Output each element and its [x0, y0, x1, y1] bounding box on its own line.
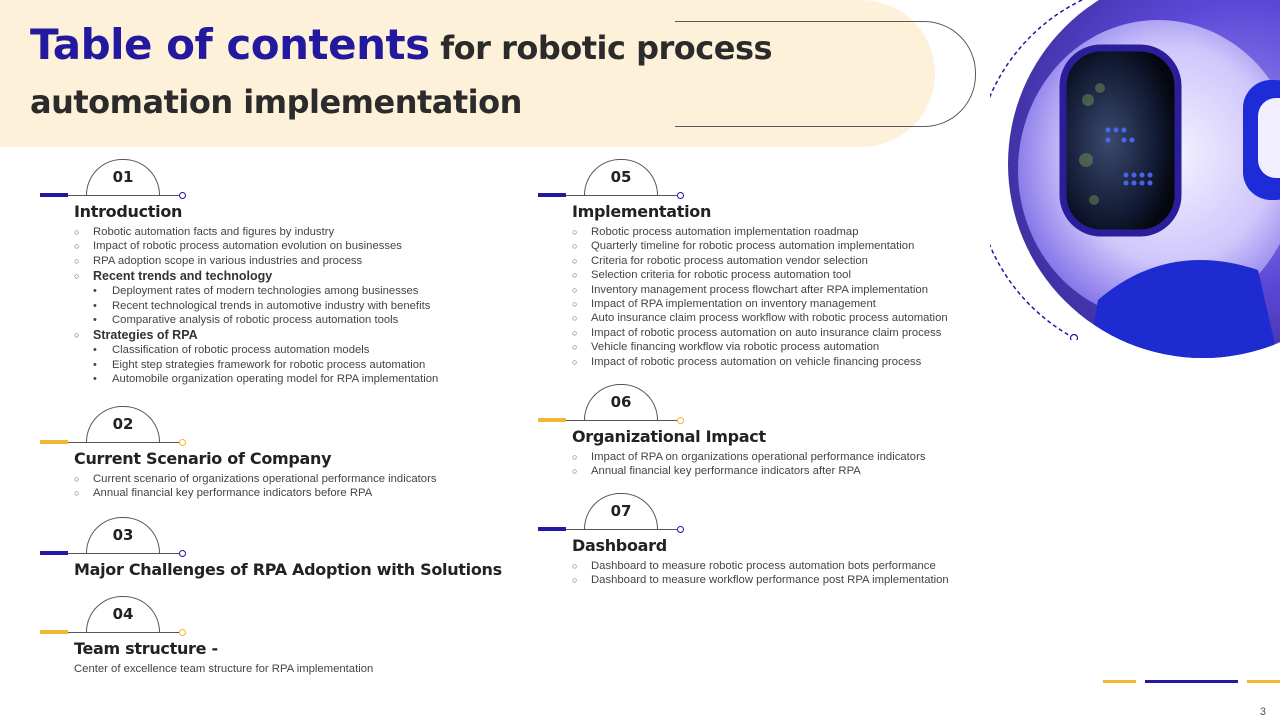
title-rest: for robotic process automation implementation — [30, 29, 773, 121]
section-number: 04 — [112, 605, 134, 623]
section-number: 03 — [112, 526, 134, 544]
item-list — [74, 472, 524, 501]
accent-bar — [538, 527, 566, 531]
divider-line — [566, 420, 678, 421]
line-end-dot — [179, 550, 186, 557]
section-heading: Organizational Impact — [572, 427, 766, 446]
divider-line — [68, 553, 180, 554]
divider-line — [566, 195, 678, 196]
list-item[interactable]: ○ Dashboard to measure robotic process automation bots performance — [572, 559, 1022, 573]
list-item[interactable]: • Recent technological trends in automotive industry with benefits — [74, 299, 524, 313]
section-heading: Dashboard — [572, 536, 667, 555]
section-heading: Major Challenges of RPA Adoption with Solutions — [74, 560, 502, 579]
list-item[interactable]: ○ Dashboard to measure workflow performance post RPA implementation — [572, 573, 1022, 587]
section-heading: Implementation — [572, 202, 712, 221]
divider-line — [68, 442, 180, 443]
footer-accent-gold-left — [1103, 680, 1136, 683]
section-number: 02 — [112, 415, 134, 433]
divider-line — [68, 195, 180, 196]
section-heading: Team structure - — [74, 639, 218, 658]
page-number: 3 — [1259, 706, 1266, 718]
list-item[interactable]: ○ Annual financial key performance indicators before RPA — [74, 486, 524, 500]
section-number: 01 — [112, 168, 134, 186]
section-heading: Introduction — [74, 202, 183, 221]
section-number: 06 — [610, 393, 632, 411]
section-number: 07 — [610, 502, 632, 520]
list-item[interactable]: ○ Robotic automation facts and figures by industry — [74, 225, 524, 239]
footer-accent-navy — [1145, 680, 1238, 683]
list-item[interactable]: ○ Annual financial key performance indicators after RPA — [572, 464, 1022, 478]
line-end-dot — [677, 192, 684, 199]
list-item[interactable]: ○ Quarterly timeline for robotic process automation implementation — [572, 239, 1022, 253]
list-item[interactable]: ○ Impact of robotic process automation on vehicle financing process — [572, 355, 1022, 369]
section-heading: Current Scenario of Company — [74, 449, 332, 468]
title-highlight: Table of contents — [30, 20, 430, 69]
item-list — [74, 225, 524, 387]
item-list — [572, 559, 1022, 588]
list-item[interactable]: • Automobile organization operating model for RPA implementation — [74, 372, 524, 386]
line-end-dot — [179, 439, 186, 446]
list-item[interactable]: • Comparative analysis of robotic process automation tools — [74, 313, 524, 327]
list-item[interactable]: ○ Inventory management process flowchart after RPA implementation — [572, 283, 1022, 297]
accent-bar — [538, 418, 566, 422]
line-end-dot — [677, 417, 684, 424]
divider-line — [566, 529, 678, 530]
line-end-dot — [179, 629, 186, 636]
list-item[interactable]: ○ Current scenario of organizations operational performance indicators — [74, 472, 524, 486]
accent-bar — [40, 630, 68, 634]
list-item[interactable]: ○ Impact of RPA implementation on inventory management — [572, 297, 1022, 311]
accent-bar — [40, 193, 68, 197]
list-item[interactable]: • Eight step strategies framework for robotic process automation — [74, 358, 524, 372]
line-end-dot — [179, 192, 186, 199]
list-subheading[interactable]: ○ Strategies of RPA — [74, 327, 524, 343]
section-number: 05 — [610, 168, 632, 186]
line-end-dot — [677, 526, 684, 533]
accent-bar — [40, 440, 68, 444]
page-title — [30, 18, 890, 129]
list-item[interactable]: ○ Vehicle financing workflow via robotic process automation — [572, 340, 1022, 354]
divider-line — [68, 632, 180, 633]
accent-bar — [40, 551, 68, 555]
list-item[interactable]: ○ Criteria for robotic process automation vendor selection — [572, 254, 1022, 268]
list-item[interactable]: ○ Impact of robotic process automation evolution on businesses — [74, 239, 524, 253]
list-item[interactable]: ○ RPA adoption scope in various industries and process — [74, 254, 524, 268]
list-subheading[interactable]: ○ Recent trends and technology — [74, 268, 524, 284]
list-item[interactable]: ○ Robotic process automation implementation roadmap — [572, 225, 1022, 239]
item-list — [572, 225, 1022, 369]
accent-bar — [538, 193, 566, 197]
footer-accent-gold-right — [1247, 680, 1280, 683]
section-description[interactable]: Center of excellence team structure for RPA implementation — [74, 663, 374, 675]
list-item[interactable]: • Classification of robotic process automation models — [74, 343, 524, 357]
list-item[interactable]: • Deployment rates of modern technologies among businesses — [74, 284, 524, 298]
list-item[interactable]: ○ Impact of RPA on organizations operational performance indicators — [572, 450, 1022, 464]
list-item[interactable]: ○ Impact of robotic process automation on auto insurance claim process — [572, 326, 1022, 340]
list-item[interactable]: ○ Auto insurance claim process workflow with robotic process automation — [572, 311, 1022, 325]
list-item[interactable]: ○ Selection criteria for robotic process automation tool — [572, 268, 1022, 282]
item-list — [572, 450, 1022, 479]
